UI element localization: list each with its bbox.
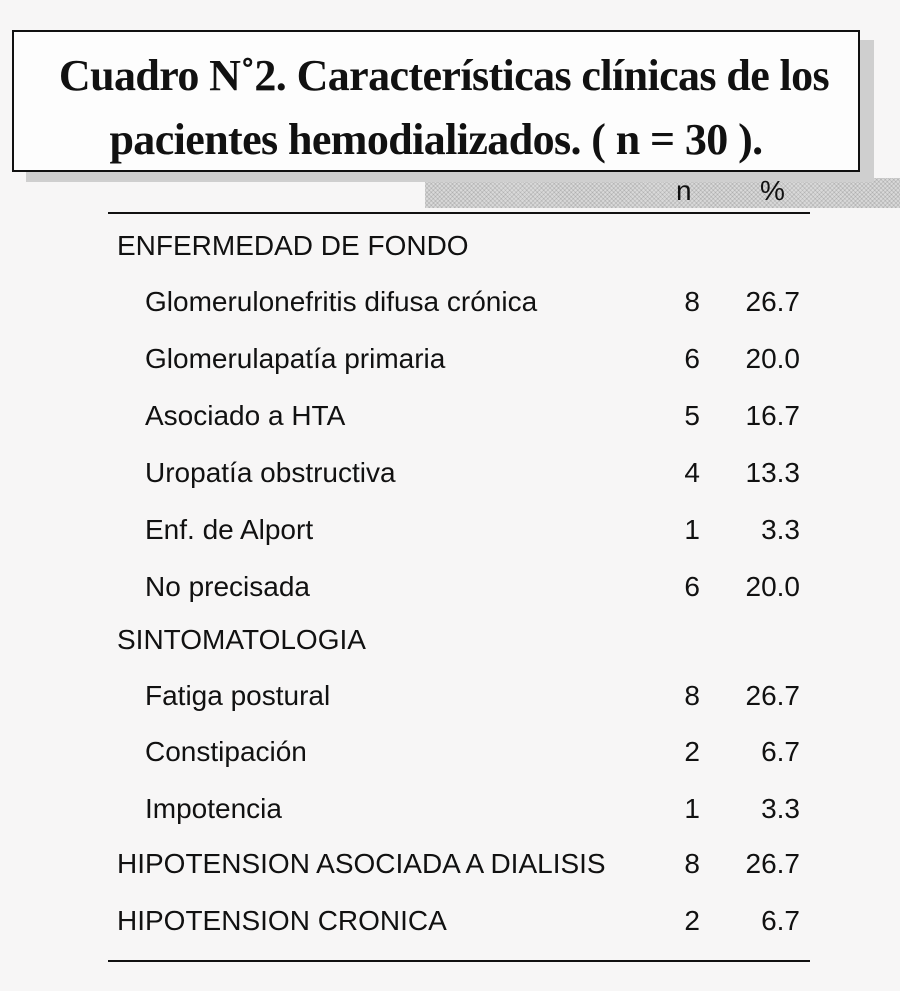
row-percent-value: 26.7	[745, 848, 800, 879]
row-n-value: 2	[684, 905, 700, 936]
table-row	[0, 457, 900, 507]
row-n-value: 8	[684, 848, 700, 879]
table-row	[0, 793, 900, 843]
table-row	[0, 680, 900, 730]
row-n-value: 6	[684, 343, 700, 374]
row-n-value: 1	[684, 793, 700, 824]
table-row	[0, 514, 900, 564]
row-n-value: 2	[684, 736, 700, 767]
table-row	[0, 905, 900, 955]
row-percent-value: 16.7	[745, 400, 800, 431]
row-percent-value: 3.3	[761, 793, 800, 824]
row-item-label: Asociado a HTA	[145, 400, 346, 431]
row-item-label: Impotencia	[145, 793, 282, 824]
row-item-label: Uropatía obstructiva	[145, 457, 396, 488]
row-percent-value: 26.7	[745, 286, 800, 317]
table-row	[0, 624, 900, 674]
table-row	[0, 848, 900, 898]
column-header-percent: %	[760, 175, 785, 206]
title-shadow-band	[425, 178, 900, 208]
table-row	[0, 571, 900, 621]
row-percent-value: 26.7	[745, 680, 800, 711]
row-n-value: 4	[684, 457, 700, 488]
table-row	[0, 230, 900, 280]
row-percent-value: 20.0	[745, 571, 800, 602]
row-category-label: SINTOMATOLOGIA	[117, 624, 366, 655]
row-n-value: 5	[684, 400, 700, 431]
table-row	[0, 343, 900, 393]
row-percent-value: 3.3	[761, 514, 800, 545]
row-item-label: Fatiga postural	[145, 680, 331, 711]
column-header-n: n	[676, 175, 692, 206]
table-title-line-2: pacientes hemodializados. ( n = 30 ).	[109, 115, 763, 164]
row-n-value: 6	[684, 571, 700, 602]
row-percent-value: 6.7	[761, 905, 800, 936]
bottom-rule	[108, 960, 810, 962]
row-item-label: Constipación	[145, 736, 307, 767]
table-title-line-1: Cuadro N˚2. Características clínicas de los	[58, 51, 830, 100]
row-n-value: 8	[684, 680, 700, 711]
row-category-label: HIPOTENSION CRONICA	[117, 905, 447, 936]
row-category-label: ENFERMEDAD DE FONDO	[117, 230, 469, 261]
table-row	[0, 400, 900, 450]
row-item-label: Glomerulonefritis difusa crónica	[145, 286, 538, 317]
row-item-label: Glomerulapatía primaria	[145, 343, 446, 374]
row-percent-value: 13.3	[745, 457, 800, 488]
table-title-box	[12, 30, 860, 172]
table-row	[0, 286, 900, 336]
row-n-value: 1	[684, 514, 700, 545]
row-percent-value: 6.7	[761, 736, 800, 767]
row-n-value: 8	[684, 286, 700, 317]
row-item-label: Enf. de Alport	[145, 514, 314, 545]
table-row	[0, 736, 900, 786]
row-item-label: No precisada	[145, 571, 310, 602]
row-category-label: HIPOTENSION ASOCIADA A DIALISIS	[117, 848, 606, 879]
top-rule	[108, 212, 810, 214]
row-percent-value: 20.0	[745, 343, 800, 374]
